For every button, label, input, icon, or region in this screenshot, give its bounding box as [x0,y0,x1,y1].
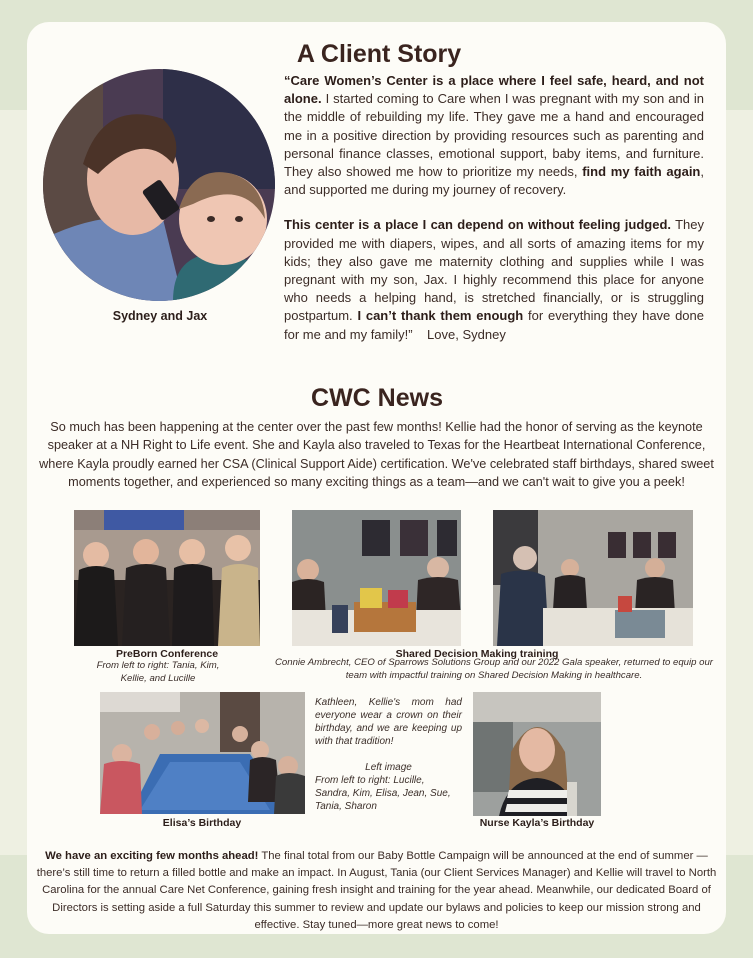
preborn-conference-photo [74,510,260,646]
story-p1-text-2: , and supported me during my journey of recovery. [284,164,704,198]
story-paragraph-2 [284,216,704,343]
birthday-note-text: Kathleen, Kellie's mom had everyone wear a crown on their birthday, and we are keeping up with that tradition! [315,697,462,747]
preborn-caption: PreBorn Conference [115,648,219,660]
preborn-subcaption: From left to right: Tania, Kim, Kellie, and Lucille [96,660,220,684]
elisa-birthday-caption: Elisa’s Birthday [162,817,242,829]
story-p2-text-2: for everything they have done for me and my family!” [284,308,704,342]
client-story-heading: A Client Story [296,40,462,68]
portrait-photo [43,69,275,301]
closing-text: The final total from our Baby Bottle Campaign will be announced at the end of summer —there’s still time to return a filled bottle and make an impact. In August, Tania (our Client Services Manager) and Kellie will travel to North Carolina for the annual Care Net Conference, gaining fresh insight and training for the year ahead. Meanwhile, our dedicated Board of Directors is setting aside a full Saturday this summer to review and update our bylaws and policies to keep our mission strong and effective. Stay tuned—more great news to come! [36,850,717,931]
story-p2-text: They provided me with diapers, wipes, and all sorts of amazing items for my kids; they also gave me maternity clothing and supplies while I was pregnant with my son, Jax. I highly recommend this place for anyone who needs a helping hand, is stretched financially, or is struggling postpartum. [284,217,704,324]
closing-paragraph [35,848,718,934]
birthday-note-heading: Left image [365,762,412,773]
story-paragraph-1 [284,72,704,199]
shared-decision-caption: Shared Decision Making training [395,648,559,660]
shared-decision-subcaption: Connie Ambrecht, CEO of Sparrows Solutions Group and our 2022 Gala speaker, returned to equip our team with impactful training on Shared Decision Making in healthcare. [274,657,713,681]
story-p1-text: I started coming to Care when I was pregnant with my son and in the middle of rebuilding my life. They gave me a hand and encouraged me in a positive direction by providing resources such as parenting and personal finance classes, emotional support, baby items, and furniture. They also showed me how to prioritize my needs, [284,91,704,180]
story-p1-bold: “Care Women’s Center is a place where I feel safe, heard, and not alone. [284,73,704,107]
birthday-note [315,696,462,813]
kayla-birthday-caption: Nurse Kayla’s Birthday [479,817,595,829]
story-p2-bold-2: I can’t thank them enough [357,308,524,324]
training-session-photo [493,510,693,646]
birthday-note-names: From left to right: Lucille, Sandra, Kim, Elisa, Jean, Sue, Tania, Sharon [315,775,451,812]
client-story-text [284,72,704,361]
newsletter-card [27,22,726,934]
story-p2-bold: This center is a place I can depend on without feeling judged. [284,217,671,233]
closing-bold: We have an exciting few months ahead! [45,850,259,862]
news-intro: So much has been happening at the center over the past few months! Kellie had the honor of serving as the keynote speaker at a NH Right to Life event. She and Kayla also traveled to Texas for the Heartbeat International Conference, where Kayla proudly earned her CSA (Clinical Support Aide) certification. We've celebrated staff birthdays, shared sweet moments together, and experienced so many exciting things as a team—and we can't wait to give you a peek! [39,420,714,489]
shared-decision-photo [292,510,461,646]
story-signoff: Love, Sydney [427,326,506,342]
kayla-birthday-photo [473,692,601,816]
cwc-news-heading: CWC News [311,384,443,412]
portrait-caption: Sydney and Jax [112,309,208,323]
elisa-birthday-photo [100,692,305,814]
story-p1-bold-2: find my faith again [582,164,701,180]
